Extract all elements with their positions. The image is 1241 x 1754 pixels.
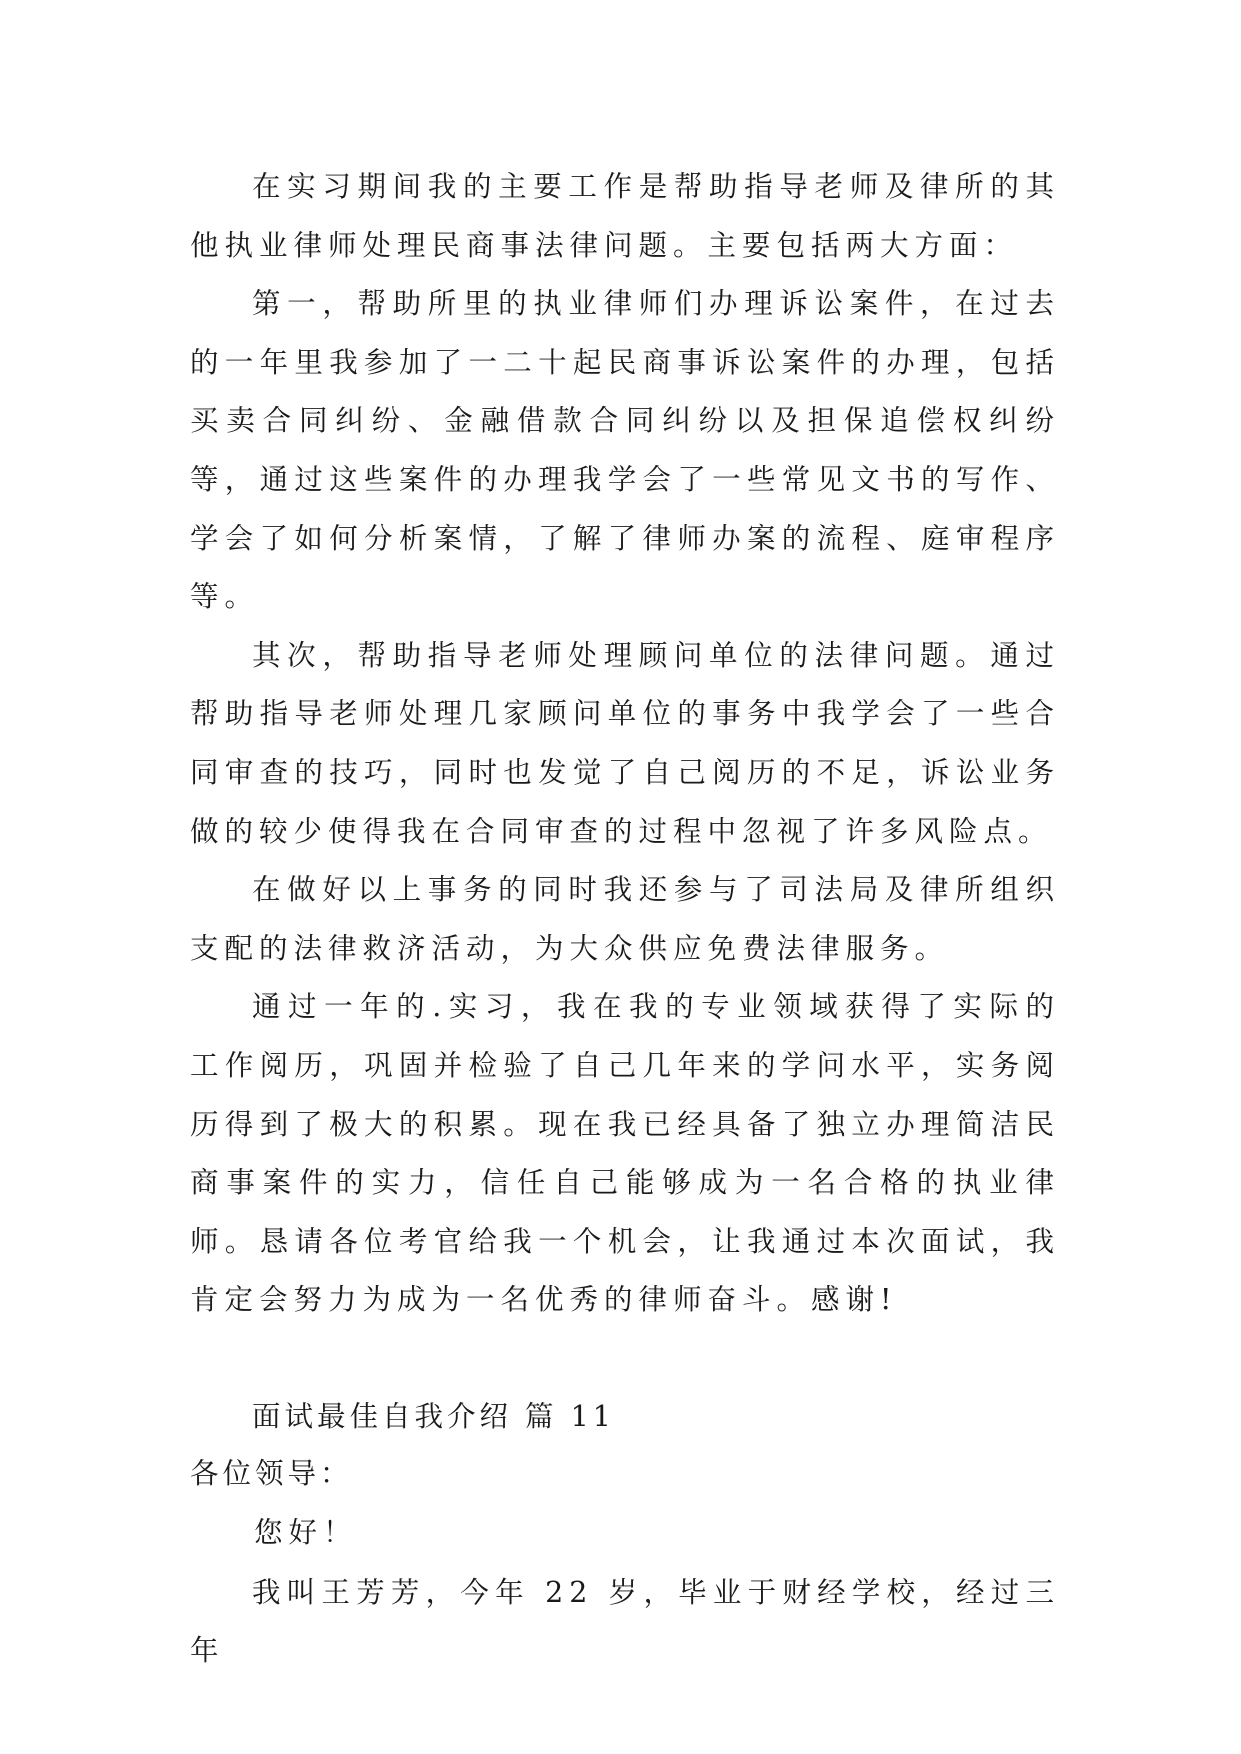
paragraph-self-intro: 我叫王芳芳，今年 22 岁，毕业于财经学校，经过三年	[190, 1575, 1060, 1668]
section-heading: 面试最佳自我介绍 篇 11	[252, 1399, 615, 1433]
paragraph-advisory-work: 其次，帮助指导老师处理顾问单位的法律问题。通过帮助指导老师处理几家顾问单位的事务中我学会了一些合同审查的技巧，同时也发觉了自己阅历的不足，诉讼业务做的较少使得我在合同审查的过程中忽视了许多风险点。	[190, 638, 1060, 848]
salutation: 各位领导：	[190, 1456, 353, 1490]
document-body	[190, 158, 1060, 1681]
paragraph-litigation-cases: 第一，帮助所里的执业律师们办理诉讼案件，在过去的一年里我参加了一二十起民商事诉讼案件的办理，包括买卖合同纠纷、金融借款合同纠纷以及担保追偿权纠纷等，通过这些案件的办理我学会了一些常见文书的写作、学会了如何分析案情，了解了律师办案的流程、庭审程序等。	[190, 287, 1060, 614]
paragraph-legal-aid: 在做好以上事务的同时我还参与了司法局及律所组织支配的法律救济活动，为大众供应免费法律服务。	[190, 873, 1060, 965]
paragraph-internship-work: 在实习期间我的主要工作是帮助指导老师及律所的其他执业律师处理民商事法律问题。主要包括两大方面：	[190, 170, 1060, 262]
greeting: 您好！	[254, 1515, 358, 1549]
section-spacer	[190, 1330, 1060, 1388]
paragraph-conclusion: 通过一年的.实习，我在我的专业领域获得了实际的工作阅历，巩固并检验了自己几年来的学问水平，实务阅历得到了极大的积累。现在我已经具备了独立办理简洁民商事案件的实力，信任自己能够成为一名合格的执业律师。恳请各位考官给我一个机会，让我通过本次面试，我肯定会努力为成为一名优秀的律师奋斗。感谢!	[190, 990, 1060, 1317]
